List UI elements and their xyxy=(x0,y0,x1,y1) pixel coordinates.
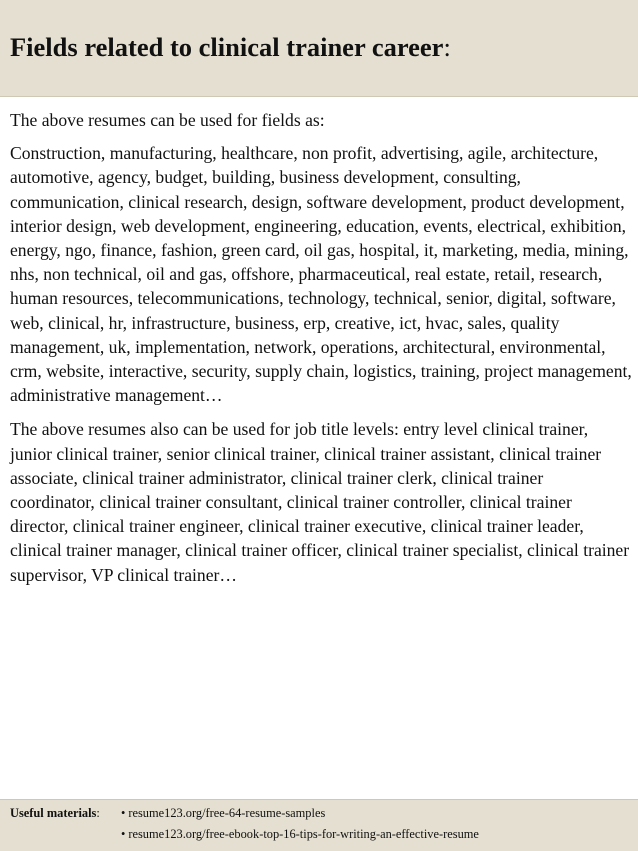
bullet-icon: • xyxy=(121,827,126,841)
main-content xyxy=(10,108,632,587)
fields-list: Construction, manufacturing, healthcare, non profit, advertising, agile, architecture, automotive, agency, budget, building, business development, consulting, communication, clinical research, design, software development, product development, interior design, web development, engineering, education, events, electrical, exhibition, energy, ngo, finance, fashion, green card, oil gas, hospital, it, marketing, media, mining, nhs, non technical, oil and gas, offshore, pharmaceutical, real estate, retail, research, human resources, telecommunications, technology, technical, senior, digital, software, web, clinical, hr, infrastructure, business, erp, creative, ict, hvac, sales, quality management, uk, implementation, network, operations, architectural, environmental, crm, website, interactive, security, supply chain, logistics, training, project management, administrative management… xyxy=(10,143,632,406)
page-title-colon: : xyxy=(443,32,451,62)
useful-materials-label-colon: : xyxy=(96,806,100,820)
footer-link-ebook[interactable] xyxy=(121,827,479,842)
footer-link-text[interactable]: resume123.org/free-64-resume-samples xyxy=(128,806,326,820)
page-title xyxy=(10,32,451,63)
bullet-icon: • xyxy=(121,806,126,820)
footer-link-text[interactable]: resume123.org/free-ebook-top-16-tips-for-writing-an-effective-resume xyxy=(128,827,479,841)
job-levels-text: The above resumes also can be used for job title levels: entry level clinical trainer, junior clinical trainer, senior clinical trainer, clinical trainer assistant, clinical trainer associate, clinical trainer administrator, clinical trainer clerk, clinical trainer coordinator, clinical trainer consultant, clinical trainer controller, clinical trainer director, clinical trainer engineer, clinical trainer executive, clinical trainer leader, clinical trainer manager, clinical trainer officer, clinical trainer specialist, clinical trainer supervisor, VP clinical trainer… xyxy=(10,419,630,585)
intro-text: The above resumes can be used for fields as: xyxy=(10,110,325,130)
useful-materials-label-text: Useful materials xyxy=(10,806,97,820)
footer-bar xyxy=(0,799,638,851)
header-bar xyxy=(0,0,638,97)
footer-link-resume-samples[interactable] xyxy=(121,806,325,821)
useful-materials-label xyxy=(10,806,100,821)
page-title-text: Fields related to clinical trainer career xyxy=(10,32,444,62)
